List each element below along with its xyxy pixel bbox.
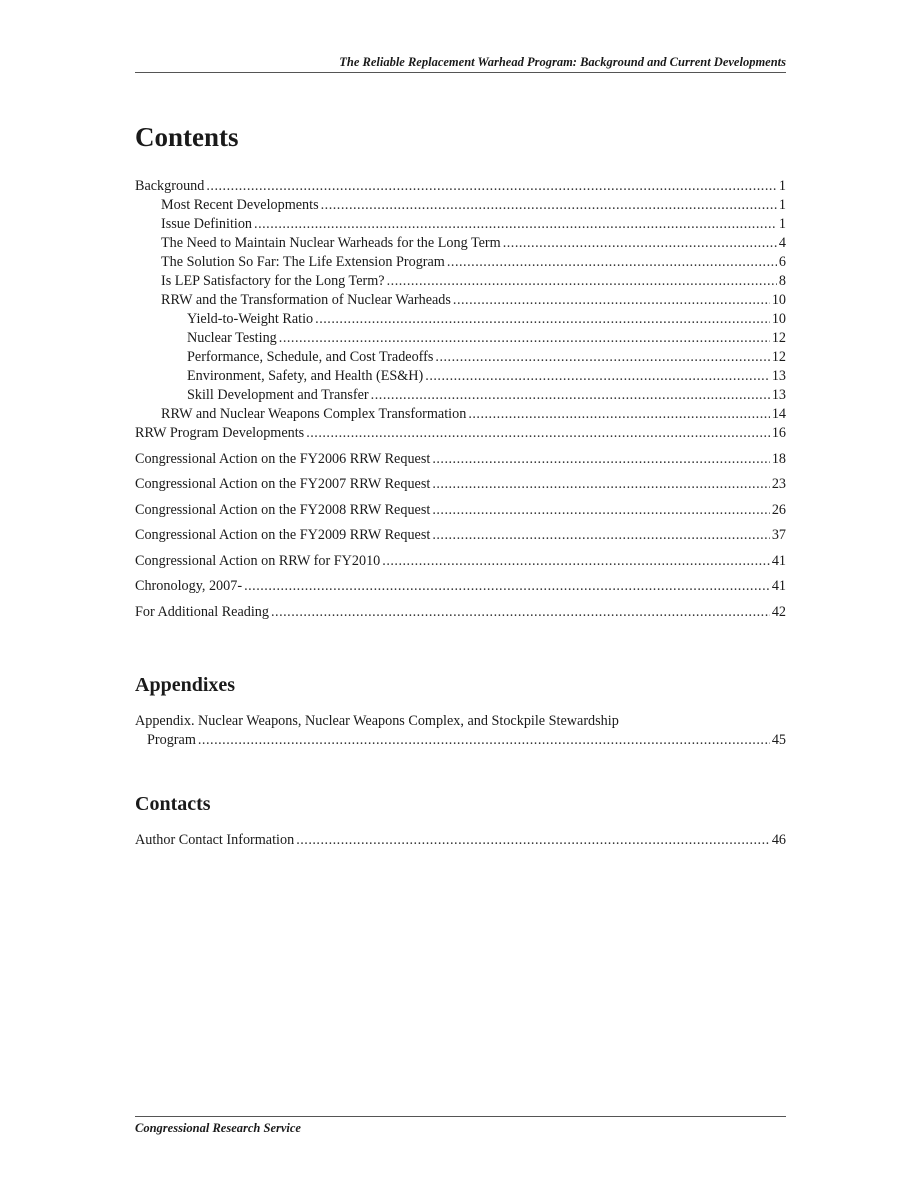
toc-entry-page: 8 xyxy=(778,273,786,289)
toc-entry-title: RRW and the Transformation of Nuclear Warheads xyxy=(161,292,451,308)
toc-entry-page: 45 xyxy=(771,732,786,748)
dot-leader xyxy=(206,177,777,196)
dot-leader xyxy=(432,475,770,494)
toc-entry-title: For Additional Reading xyxy=(135,603,269,620)
toc-entry-title: Appendix. Nuclear Weapons, Nuclear Weapons Complex, and Stockpile Stewardship xyxy=(135,713,619,729)
dot-leader xyxy=(432,526,770,545)
toc-entry-page: 26 xyxy=(771,501,786,518)
dot-leader xyxy=(279,329,770,348)
toc-entry-page: 4 xyxy=(778,235,786,251)
toc-entry-page: 16 xyxy=(771,425,786,441)
toc-entry-page: 18 xyxy=(771,450,786,467)
toc-entry-page: 14 xyxy=(771,406,786,422)
toc-entry-page: 37 xyxy=(771,527,786,543)
toc-entry-title: Congressional Action on the FY2008 RRW Request xyxy=(135,501,431,518)
dot-leader xyxy=(306,424,770,443)
toc-entry-page: 42 xyxy=(771,603,786,620)
toc-entry-title: Chronology, 2007- xyxy=(135,578,243,594)
toc-entry-page: 12 xyxy=(771,349,786,365)
toc-entry-page: 6 xyxy=(778,254,786,270)
dot-leader xyxy=(198,731,770,750)
toc-entry[interactable] xyxy=(135,831,786,850)
toc-entry[interactable] xyxy=(135,501,786,520)
toc-entry-title: Performance, Schedule, and Cost Tradeoffs xyxy=(187,349,434,365)
toc-entry-page: 41 xyxy=(771,552,786,569)
dot-leader xyxy=(453,291,770,310)
toc-entry[interactable] xyxy=(135,291,786,310)
running-header: The Reliable Replacement Warhead Program: Background and Current Developments xyxy=(339,55,786,69)
toc-entry[interactable] xyxy=(135,450,786,469)
toc-entry-page: 13 xyxy=(771,368,786,384)
toc-entry-page: 1 xyxy=(778,216,786,232)
contacts-list xyxy=(135,831,786,850)
dot-leader xyxy=(447,253,777,272)
toc-entry-title: Skill Development and Transfer xyxy=(187,387,369,403)
toc-entry-title: RRW and Nuclear Weapons Complex Transformation xyxy=(161,406,467,422)
toc-entry[interactable] xyxy=(135,196,786,215)
toc-entry[interactable] xyxy=(135,234,786,253)
toc-entry-title: Environment, Safety, and Health (ES&H) xyxy=(187,368,424,384)
toc-entry-page: 23 xyxy=(771,476,786,492)
contacts-heading: Contacts xyxy=(135,793,211,815)
toc-entry-title: Issue Definition xyxy=(161,216,253,232)
toc-entry-title: Background xyxy=(135,178,205,194)
toc-entry[interactable] xyxy=(135,475,786,494)
dot-leader xyxy=(296,831,770,850)
toc-entry-title: The Solution So Far: The Life Extension Program xyxy=(161,254,445,270)
toc-entry-title: Yield-to-Weight Ratio xyxy=(187,311,314,327)
dot-leader xyxy=(425,367,770,386)
toc-entry[interactable] xyxy=(135,272,786,291)
dot-leader xyxy=(435,348,769,367)
dot-leader xyxy=(387,272,777,291)
toc-entry[interactable] xyxy=(135,367,786,386)
toc-entry[interactable] xyxy=(135,253,786,272)
appendix-entry[interactable] xyxy=(135,712,786,750)
contents-heading: Contents xyxy=(135,122,239,152)
footer-rule xyxy=(135,1116,786,1117)
toc-entry[interactable] xyxy=(135,552,786,571)
toc-entry-page: 41 xyxy=(771,578,786,594)
toc-entry-page: 1 xyxy=(778,197,786,213)
toc-entry[interactable] xyxy=(135,386,786,405)
contents-list xyxy=(135,177,786,622)
toc-entry[interactable] xyxy=(135,424,786,443)
toc-entry-title: Nuclear Testing xyxy=(187,330,277,346)
toc-entry-page: 13 xyxy=(771,387,786,403)
dot-leader xyxy=(382,552,770,571)
dot-leader xyxy=(503,234,777,253)
toc-entry-title: Congressional Action on RRW for FY2010 xyxy=(135,552,381,569)
toc-entry[interactable] xyxy=(135,577,786,596)
toc-entry-title: Congressional Action on the FY2009 RRW Request xyxy=(135,527,431,543)
dot-leader xyxy=(271,603,770,622)
dot-leader xyxy=(254,215,777,234)
toc-entry[interactable] xyxy=(135,310,786,329)
toc-entry-page: 1 xyxy=(778,178,786,194)
toc-entry[interactable] xyxy=(135,405,786,424)
toc-entry-page: 12 xyxy=(771,330,786,346)
dot-leader xyxy=(371,386,770,405)
toc-entry[interactable] xyxy=(135,526,786,545)
toc-entry-title: Is LEP Satisfactory for the Long Term? xyxy=(161,273,385,289)
toc-entry-title: Congressional Action on the FY2007 RRW Request xyxy=(135,476,431,492)
appendixes-heading: Appendixes xyxy=(135,674,236,696)
toc-entry xyxy=(135,731,786,750)
dot-leader xyxy=(468,405,770,424)
dot-leader xyxy=(315,310,770,329)
header-rule xyxy=(135,72,786,73)
toc-entry-title: Congressional Action on the FY2006 RRW Request xyxy=(135,450,431,467)
toc-entry-title: Most Recent Developments xyxy=(161,197,319,213)
toc-entry-title-continued: Program xyxy=(147,732,196,748)
page-footer: Congressional Research Service xyxy=(135,1121,301,1135)
toc-entry-page: 46 xyxy=(771,832,786,848)
toc-entry-title: The Need to Maintain Nuclear Warheads for the Long Term xyxy=(161,235,501,251)
dot-leader xyxy=(432,501,770,520)
toc-entry[interactable] xyxy=(135,215,786,234)
dot-leader xyxy=(321,196,777,215)
toc-entry-page: 10 xyxy=(771,311,786,327)
toc-entry[interactable] xyxy=(135,603,786,622)
dot-leader xyxy=(244,577,770,596)
toc-entry-title: RRW Program Developments xyxy=(135,425,305,441)
dot-leader xyxy=(432,450,770,469)
toc-entry[interactable] xyxy=(135,348,786,367)
toc-entry-title: Author Contact Information xyxy=(135,832,295,848)
toc-entry[interactable] xyxy=(135,177,786,196)
toc-entry[interactable] xyxy=(135,329,786,348)
toc-entry-page: 10 xyxy=(771,292,786,308)
